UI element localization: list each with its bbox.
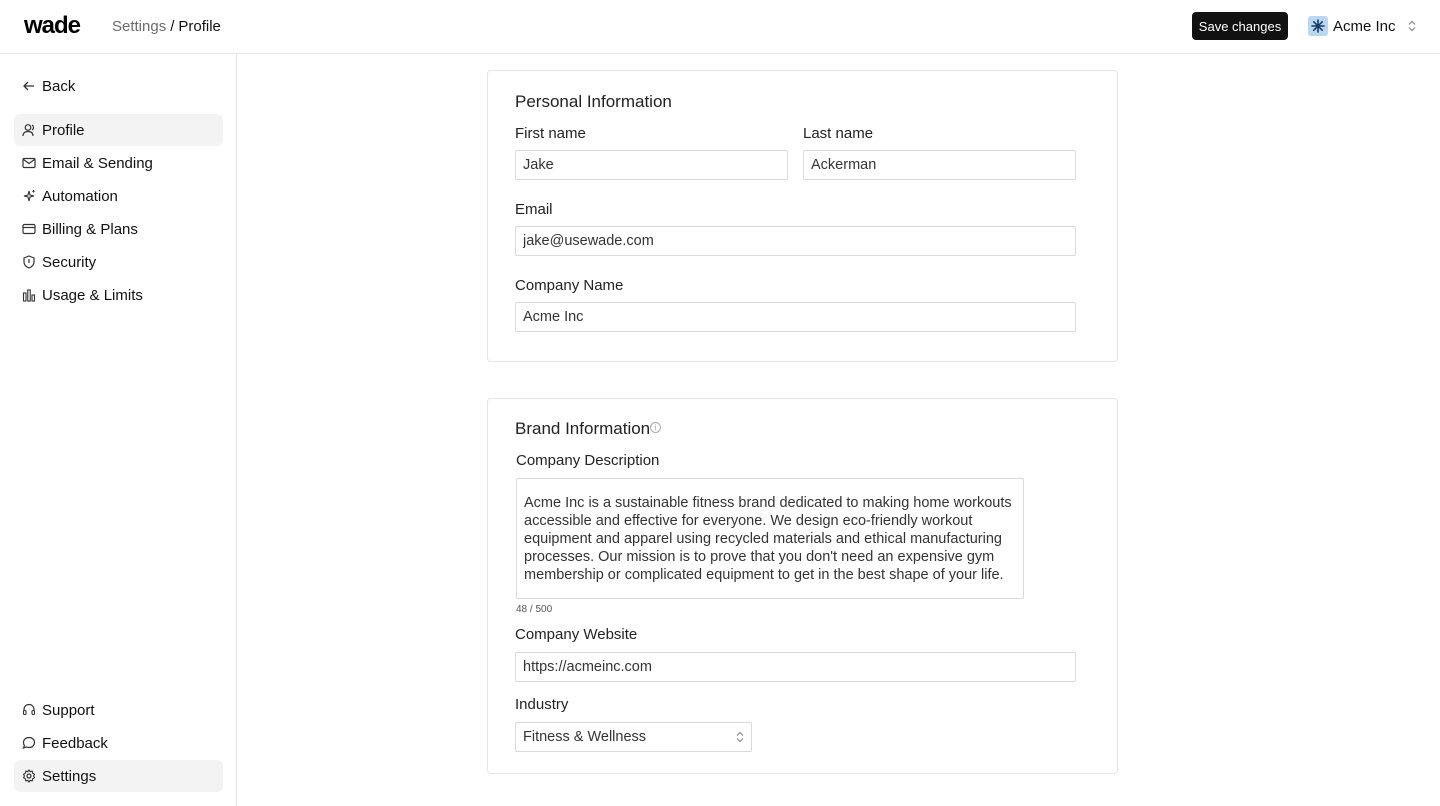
- last-name-field[interactable]: [803, 150, 1076, 180]
- card-title: Brand Information: [515, 419, 651, 438]
- sidebar-item-email-sending[interactable]: [14, 147, 223, 179]
- back-link[interactable]: [14, 70, 223, 102]
- sidebar-item-feedback[interactable]: [14, 727, 223, 759]
- back-label: Back: [42, 77, 76, 95]
- breadcrumb-profile: Profile: [178, 18, 221, 35]
- top-header: [0, 0, 1440, 54]
- industry-selected-value: Fitness & Wellness: [523, 729, 647, 745]
- card-title: Personal Information: [515, 92, 672, 111]
- org-logo-icon: [1308, 16, 1328, 36]
- breadcrumb-settings[interactable]: Settings: [112, 18, 167, 35]
- sidebar-item-support[interactable]: [14, 694, 223, 726]
- sidebar-item-security[interactable]: [14, 246, 223, 278]
- sidebar-item-label: Security: [42, 253, 97, 271]
- sidebar-item-label: Usage & Limits: [42, 286, 143, 304]
- sidebar-item-label: Automation: [42, 187, 118, 205]
- sidebar-item-billing-plans[interactable]: [14, 213, 223, 245]
- company-website-label: Company Website: [515, 626, 638, 643]
- company-description-label: Company Description: [516, 452, 660, 469]
- sidebar-item-usage-limits[interactable]: [14, 279, 223, 311]
- sidebar-item-label: Profile: [42, 121, 85, 139]
- company-name-field[interactable]: [515, 302, 1076, 332]
- sidebar-item-automation[interactable]: [14, 180, 223, 212]
- first-name-field[interactable]: [515, 150, 788, 180]
- company-website-field[interactable]: [515, 652, 1076, 682]
- industry-label: Industry: [515, 696, 569, 713]
- industry-select[interactable]: [515, 722, 752, 752]
- org-name: Acme Inc: [1333, 17, 1396, 35]
- info-icon[interactable]: i: [650, 422, 661, 433]
- breadcrumb-separator: /: [170, 18, 175, 35]
- sidebar-item-label: Feedback: [42, 734, 108, 752]
- email-label: Email: [515, 201, 553, 218]
- first-name-label: First name: [515, 125, 586, 142]
- user-icon: [22, 123, 36, 137]
- save-changes-button[interactable]: Save changes: [1192, 12, 1288, 40]
- chevron-up-down-icon: [736, 731, 744, 743]
- message-icon: [22, 736, 36, 750]
- sidebar-item-label: Email & Sending: [42, 154, 153, 172]
- sidebar-item-label: Support: [42, 701, 95, 719]
- sidebar-item-label: Billing & Plans: [42, 220, 138, 238]
- personal-information-card: [487, 70, 1118, 362]
- breadcrumb: [112, 18, 221, 35]
- org-switcher[interactable]: [1308, 15, 1416, 37]
- sidebar-item-settings[interactable]: [14, 760, 223, 792]
- gear-icon: [22, 769, 36, 783]
- last-name-label: Last name: [803, 125, 874, 142]
- sparkles-icon: [22, 189, 36, 203]
- logo[interactable]: wade: [24, 12, 81, 39]
- bar-chart-icon: [22, 288, 36, 302]
- brand-information-card: [487, 398, 1118, 774]
- company-description-field[interactable]: [516, 478, 1024, 599]
- chevron-up-down-icon: [1408, 20, 1416, 32]
- email-field[interactable]: [515, 226, 1076, 256]
- shield-icon: [22, 255, 36, 269]
- character-counter: 48 / 500: [516, 604, 553, 615]
- company-name-label: Company Name: [515, 277, 624, 294]
- sidebar: [0, 54, 237, 806]
- credit-card-icon: [22, 222, 36, 236]
- sidebar-item-label: Settings: [42, 767, 97, 785]
- mail-icon: [22, 156, 36, 170]
- sidebar-item-profile[interactable]: [14, 114, 223, 146]
- headset-icon: [22, 703, 36, 717]
- arrow-left-icon: [22, 79, 36, 93]
